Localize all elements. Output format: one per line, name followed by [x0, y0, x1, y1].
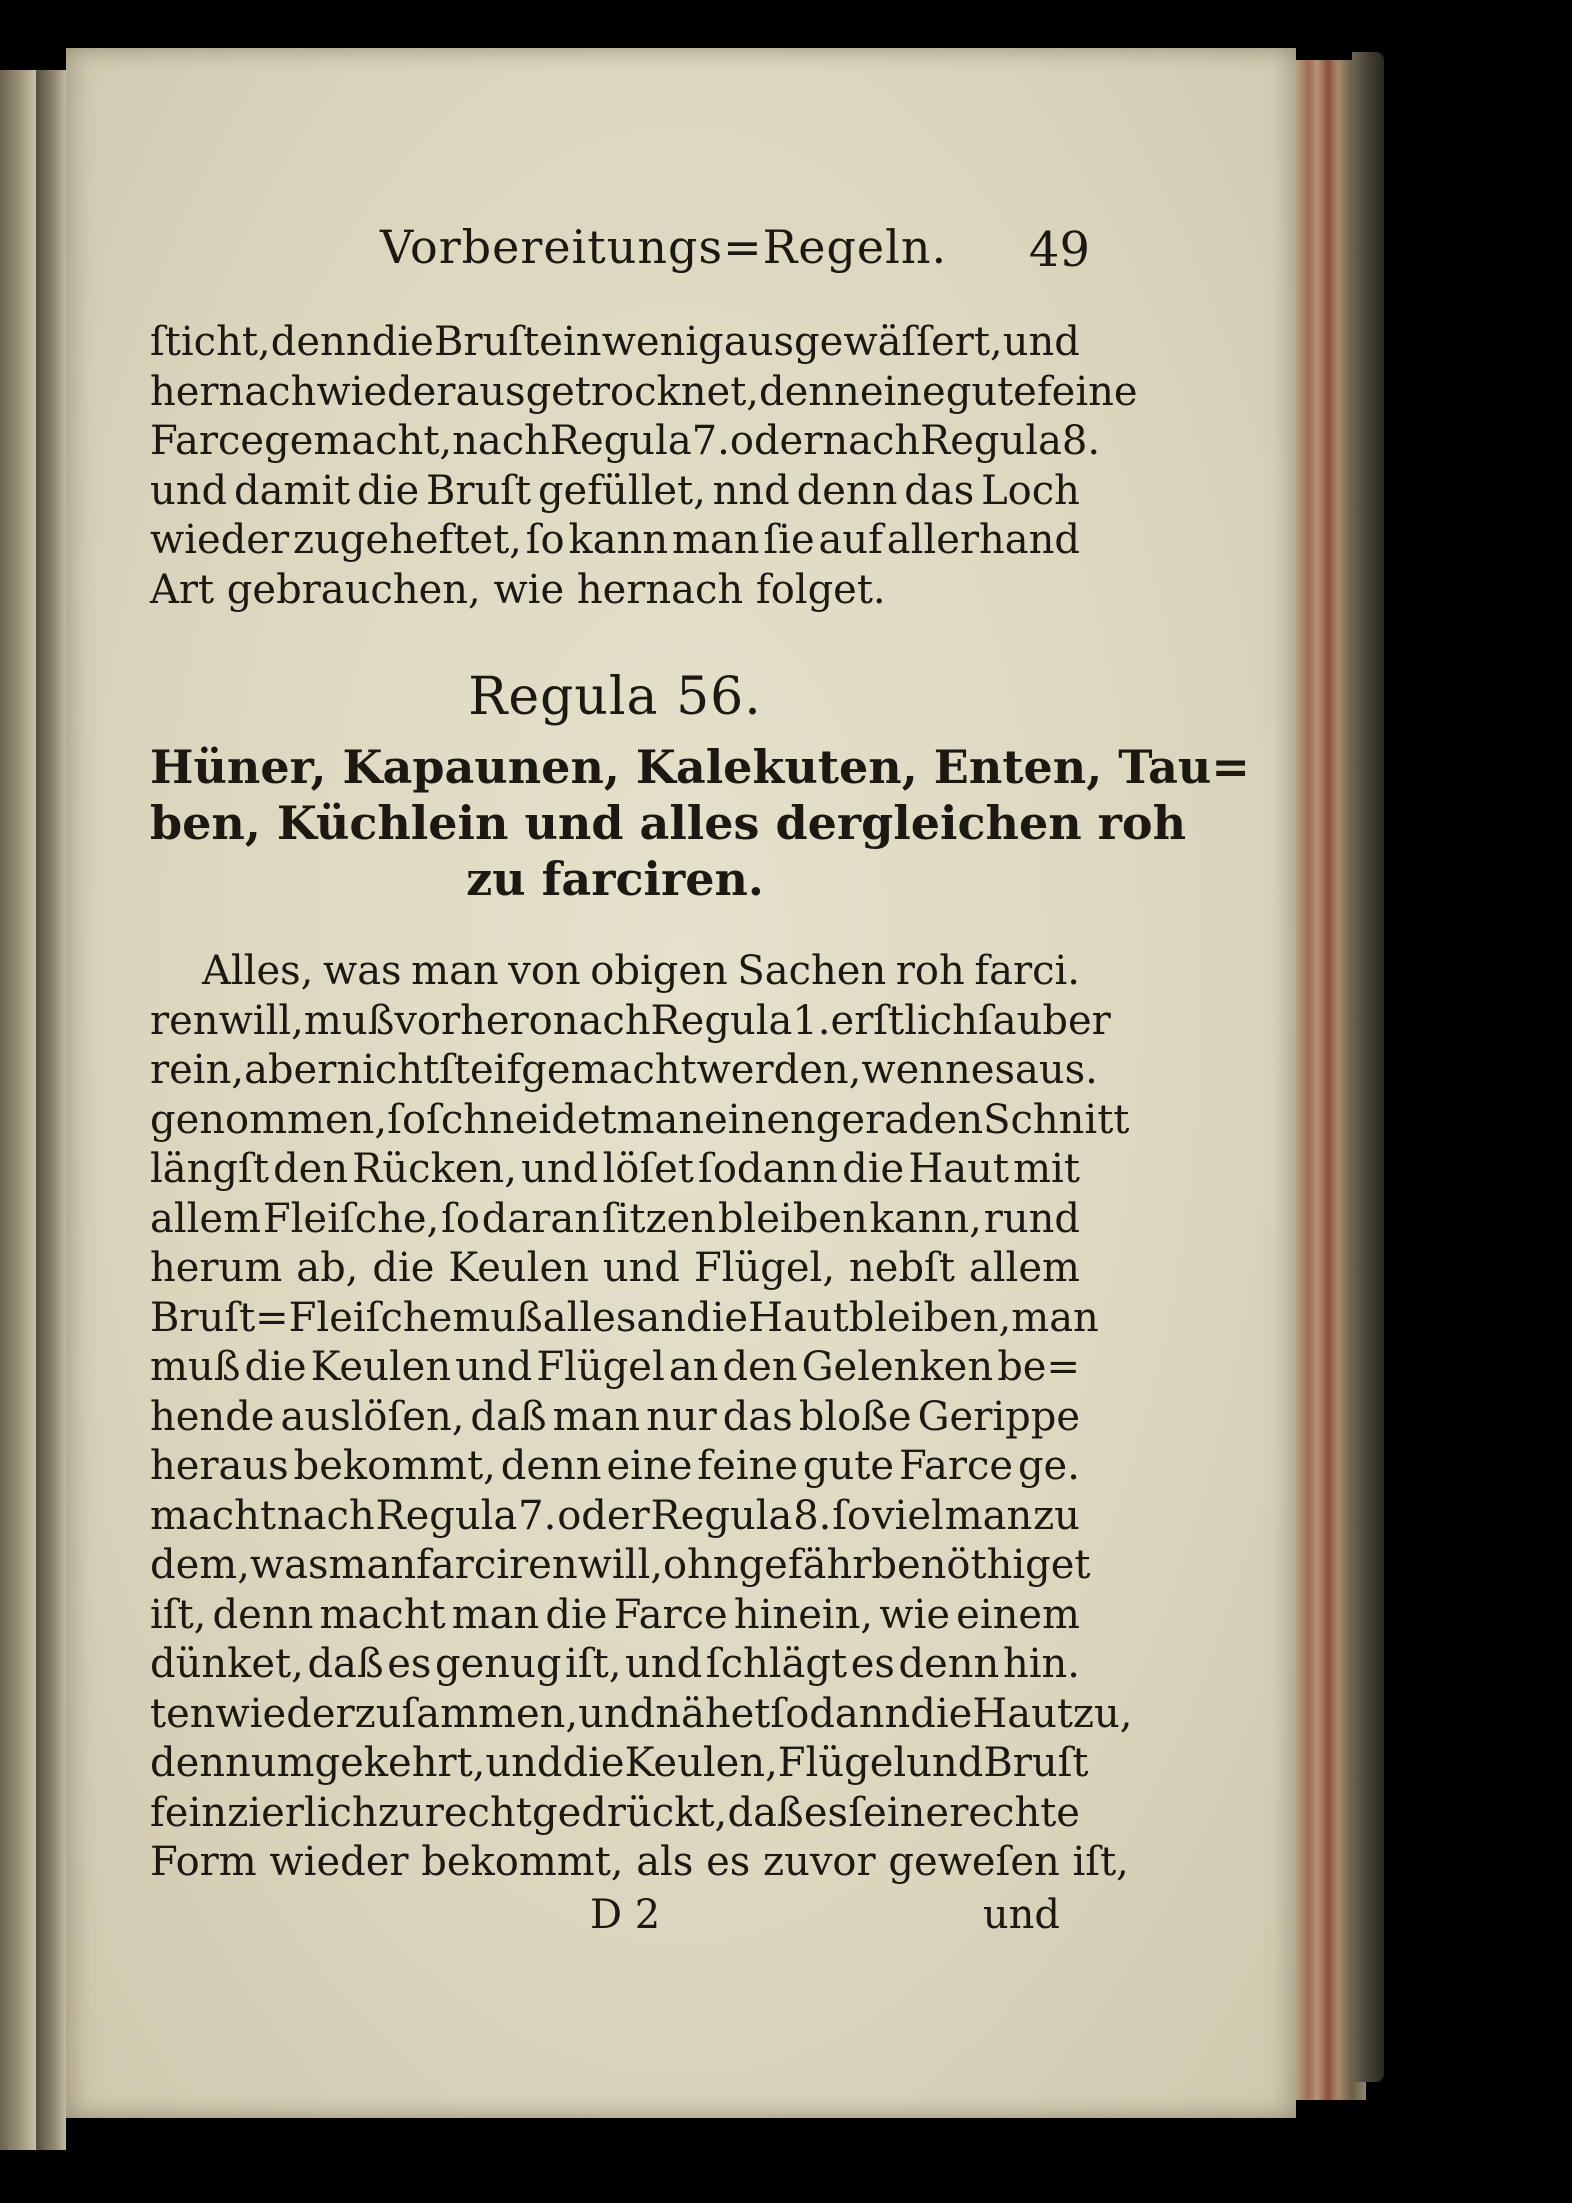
word: ſie [763, 517, 815, 563]
word: denn [898, 1641, 1000, 1687]
word: Regula [650, 997, 793, 1044]
word: ein [539, 319, 602, 365]
word: Regula [650, 1492, 793, 1539]
word: die [545, 1591, 608, 1638]
word: mit [1013, 1146, 1080, 1192]
word: hernach [150, 368, 317, 415]
word: und [906, 1740, 984, 1786]
text-line [150, 947, 1080, 997]
word: an [668, 1344, 719, 1390]
word: nebſt [849, 1245, 955, 1291]
word: es [850, 1641, 895, 1687]
word: man [451, 1591, 540, 1638]
word: und [521, 1146, 599, 1192]
word: Haut [908, 1146, 1009, 1192]
rule-heading-line: Hüner, Kapaunen, Kalekuten, Enten, Tau= [150, 740, 1250, 794]
word: 1. [792, 997, 831, 1044]
word: denn [150, 1740, 251, 1786]
word: genug [435, 1641, 562, 1687]
word: Keulen [310, 1344, 452, 1390]
word: ſo [525, 517, 565, 563]
word: und [485, 1740, 563, 1786]
word: Haut [972, 1690, 1073, 1737]
word: ſauber [977, 997, 1111, 1044]
word: aus. [1015, 1047, 1098, 1093]
word: fein [150, 1789, 228, 1836]
word: will, [218, 997, 304, 1044]
signature-mark: D 2 [590, 1891, 661, 1938]
word: die [686, 1294, 749, 1341]
word: muß [303, 997, 395, 1044]
word: iſt, [565, 1641, 622, 1687]
word: denn [759, 368, 860, 415]
word: zugeheftet, [292, 517, 522, 563]
word: einem [956, 1591, 1080, 1638]
word: Loch [981, 467, 1080, 514]
word: 7. [518, 1492, 557, 1539]
word: Keulen [448, 1245, 589, 1291]
word: Gelenken [801, 1344, 994, 1390]
word: wenig [601, 319, 724, 365]
word: denn [500, 1443, 602, 1489]
word: aber [244, 1047, 337, 1093]
word: Keulen, [624, 1740, 778, 1786]
word: nur [646, 1393, 717, 1440]
text-line [150, 1096, 1130, 1146]
word: roh [895, 948, 965, 994]
text-line [150, 997, 1111, 1047]
text-line [150, 1640, 1080, 1690]
word: ſodann [698, 1146, 838, 1192]
running-head [150, 220, 1090, 290]
word: zuſammen, [354, 1690, 579, 1737]
word: ren [150, 997, 219, 1044]
word: 8. [1061, 418, 1101, 464]
text-line [150, 1442, 1080, 1492]
paragraph-continued [150, 318, 1138, 615]
word: man [328, 1542, 417, 1588]
word: viel [871, 1492, 944, 1539]
word: alles [542, 1294, 637, 1341]
word: und [578, 1690, 656, 1737]
text-line [150, 318, 1080, 368]
word: daran [481, 1195, 600, 1242]
text-line: Form wieder bekommt, als es zuvor geweſen iſt, [150, 1839, 1129, 1885]
word: was [249, 1542, 329, 1588]
word: bloße [798, 1393, 912, 1440]
word: man [552, 1393, 641, 1440]
word: 7. [691, 418, 730, 464]
word: ſo [387, 1096, 427, 1143]
word: macht [150, 1492, 277, 1539]
word: man [671, 517, 760, 563]
text-line [150, 1492, 1080, 1542]
running-title: Vorbereitungs=Regeln. [380, 220, 948, 274]
word: heraus [150, 1443, 289, 1489]
word: Haut [748, 1294, 849, 1341]
word: den [722, 1344, 798, 1390]
text-line [150, 1393, 1080, 1443]
word: Regula [375, 1492, 518, 1539]
word: muß [150, 1344, 241, 1390]
word: wieder [215, 1690, 355, 1737]
word: Sachen [737, 948, 887, 994]
page-text-block [150, 220, 1250, 1952]
word: ſo [441, 1195, 480, 1242]
word: daß [727, 1789, 804, 1836]
text-line [150, 1789, 1080, 1839]
word: einen [704, 1096, 816, 1143]
text-line [150, 1739, 1089, 1789]
word: umgekehrt, [250, 1740, 486, 1786]
word: hin. [1002, 1641, 1080, 1687]
text-line [150, 1591, 1080, 1641]
word: kann [568, 517, 669, 563]
word: auslöſen, [280, 1393, 465, 1440]
word: und [602, 1245, 680, 1291]
word: man [411, 948, 499, 994]
word: vorhero [394, 997, 553, 1044]
text-line [150, 417, 1101, 467]
word: dünket, [150, 1641, 304, 1687]
word: Flügel [777, 1740, 907, 1786]
word: auf [818, 517, 883, 563]
word: das [904, 467, 975, 514]
book-cover-edge [1352, 52, 1384, 2082]
word: nähet [655, 1690, 771, 1737]
word: ſchneidet [426, 1096, 617, 1143]
word: Alles, [202, 948, 314, 994]
word: muß [452, 1294, 543, 1341]
word: Bruſt [433, 319, 540, 365]
word: hende [150, 1393, 275, 1440]
word: und [625, 1641, 703, 1687]
word: Farce [150, 418, 265, 464]
text-line [150, 1343, 1080, 1393]
word: denn [212, 1591, 314, 1638]
word: Bruſt [425, 467, 532, 514]
word: man [944, 1492, 1033, 1539]
word: nach [822, 418, 921, 464]
word: allem [968, 1245, 1080, 1291]
word: damit [233, 467, 351, 514]
word: Gerippe [917, 1393, 1080, 1440]
word: allem [150, 1195, 262, 1242]
text-line [150, 1145, 1080, 1195]
word: farci. [974, 948, 1080, 994]
word: nicht [336, 1047, 440, 1093]
word: ſteif [439, 1047, 522, 1093]
word: daß [307, 1641, 384, 1687]
word: geraden [815, 1096, 984, 1143]
word: benöthiget [871, 1542, 1091, 1588]
word: es [970, 1047, 1015, 1093]
word: denn [796, 467, 898, 514]
text-line [150, 1690, 1133, 1740]
word: wenn [861, 1047, 971, 1093]
word: erſtlich [830, 997, 978, 1044]
word: Bruſt=Fleiſche [150, 1294, 453, 1341]
text-line [150, 1046, 1098, 1096]
word: wieder [316, 368, 456, 415]
word: obigen [590, 948, 728, 994]
page-footer [150, 1892, 1080, 1952]
word: kann, [869, 1195, 982, 1242]
word: ohngefähr [662, 1542, 872, 1588]
page-number: 49 [1028, 222, 1090, 278]
word: es [387, 1641, 432, 1687]
word: allerhand [886, 517, 1080, 563]
word: ſeine [848, 1789, 950, 1836]
word: farciren [416, 1542, 578, 1588]
word: ſitzen [601, 1195, 716, 1242]
text-line [150, 1294, 1099, 1344]
text-line: Art gebrauchen, wie hernach folget. [150, 566, 886, 613]
book-gutter [36, 70, 66, 2150]
rule-heading [150, 739, 1250, 907]
word: an [636, 1294, 686, 1341]
word: zu [1033, 1492, 1080, 1539]
word: Bruſt [983, 1740, 1089, 1786]
word: und [150, 467, 228, 514]
word: von [508, 948, 581, 994]
word: die [371, 319, 434, 365]
word: nach [452, 418, 550, 464]
word: die [357, 467, 420, 514]
word: herum [150, 1245, 283, 1291]
word: Flügel [536, 1344, 665, 1390]
rule-heading-line: zu farciren. [466, 852, 764, 906]
word: wieder [150, 517, 290, 563]
word: zierlich [227, 1789, 378, 1836]
word: ge. [1017, 1443, 1080, 1489]
word: es [803, 1789, 849, 1836]
word: Farce [613, 1591, 728, 1638]
word: die [562, 1740, 625, 1786]
word: ſo [832, 1492, 872, 1539]
rule-title: Regula 56. [468, 667, 762, 727]
text-line [150, 1244, 1080, 1294]
word: rein, [150, 1047, 245, 1093]
word: löſet [602, 1146, 694, 1192]
word: iſt, [150, 1591, 207, 1638]
word: gemacht, [264, 418, 453, 464]
word: Farce [898, 1443, 1014, 1489]
word: dem, [150, 1542, 250, 1588]
word: die [910, 1690, 973, 1737]
word: gemacht [521, 1047, 697, 1093]
word: man [1011, 1294, 1099, 1341]
word: denn [270, 319, 372, 365]
word: werden, [696, 1047, 862, 1093]
facing-page-edge [0, 70, 38, 2150]
word: nnd [712, 467, 790, 514]
word: und [1002, 319, 1080, 365]
text-line [150, 467, 1080, 517]
word: und [455, 1344, 533, 1390]
word: oder [557, 1492, 650, 1539]
text-line [150, 1195, 1080, 1245]
paragraph-rule-body [150, 947, 1133, 1888]
word: daß [470, 1393, 547, 1440]
word: die [842, 1146, 905, 1192]
word: gefüllet, [537, 467, 706, 514]
word: bekommt, [293, 1443, 496, 1489]
word: wie [879, 1591, 950, 1638]
word: Regula [549, 418, 692, 464]
word: ſchlägt [705, 1641, 848, 1687]
word: die [244, 1344, 307, 1390]
word: eine [859, 368, 946, 415]
word: längſt [150, 1146, 269, 1192]
word: den [273, 1146, 349, 1192]
word: was [322, 948, 402, 994]
word: ausgewäſſert, [723, 319, 1003, 365]
word: ſticht, [150, 319, 271, 365]
word: feine [697, 1443, 798, 1489]
word: oder [729, 418, 823, 464]
word: die [372, 1245, 435, 1291]
text-line [150, 368, 1138, 418]
word: ten [150, 1690, 216, 1737]
word: macht [319, 1591, 446, 1638]
word: zu, [1072, 1690, 1133, 1737]
word: rechte [949, 1789, 1080, 1836]
word: will, [577, 1542, 663, 1588]
word: hinein, [733, 1591, 874, 1638]
word: 8. [793, 1492, 832, 1539]
word: genommen, [150, 1096, 388, 1143]
word: ausgetrocknet, [455, 368, 759, 415]
text-line [150, 516, 1080, 566]
word: Regula [920, 418, 1062, 464]
word: rund [983, 1195, 1080, 1242]
word: man [616, 1096, 705, 1143]
word: bleiben, [848, 1294, 1012, 1341]
word: zurecht [377, 1789, 532, 1836]
word: gedrückt, [532, 1789, 728, 1836]
word: gute [802, 1443, 895, 1489]
word: feine [1036, 368, 1138, 415]
word: eine [606, 1443, 693, 1489]
word: ſodann [770, 1690, 911, 1737]
word: Flügel, [693, 1245, 836, 1291]
text-line [150, 1541, 1091, 1591]
word: gute [945, 368, 1037, 415]
word: das [722, 1393, 793, 1440]
word: ab, [296, 1245, 359, 1291]
catchword: und [982, 1891, 1060, 1938]
word: nach [276, 1492, 375, 1539]
rule-heading-line: ben, Küchlein und alles dergleichen roh [150, 796, 1187, 850]
word: Fleiſche, [262, 1195, 440, 1242]
word: Rücken, [352, 1146, 517, 1192]
word: nach [552, 997, 651, 1044]
word: be= [997, 1344, 1080, 1390]
word: bleiben [717, 1195, 868, 1242]
word: Schnitt [983, 1096, 1130, 1143]
